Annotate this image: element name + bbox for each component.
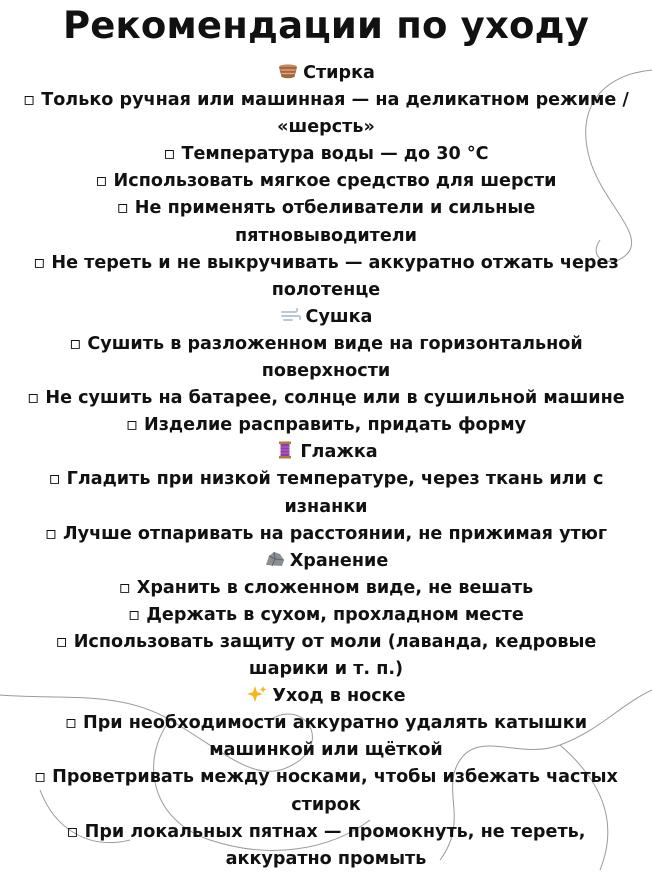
section-drying bbox=[2, 304, 650, 439]
care-line: ▫ Изделие расправить, придать форму bbox=[125, 415, 527, 436]
care-line: машинкой или щёткой bbox=[209, 740, 443, 761]
section-heading bbox=[274, 439, 377, 466]
care-line: ▫ При локальных пятнах — промокнуть, не тереть, bbox=[66, 821, 586, 842]
care-line: аккуратно промыть bbox=[225, 848, 427, 869]
section-heading bbox=[280, 304, 373, 331]
care-line: полотенце bbox=[271, 279, 381, 300]
care-line: ▫ При необходимости аккуратно удалять катышки bbox=[64, 713, 588, 734]
care-line: ▫ Сушить в разложенном виде на горизонтальной bbox=[69, 333, 583, 354]
care-line: шарики и т. п.) bbox=[248, 659, 404, 680]
section-title: Стирка bbox=[303, 63, 375, 83]
sparkles-icon bbox=[246, 685, 268, 703]
section-heading bbox=[246, 683, 405, 710]
page-title: Рекомендации по уходу bbox=[62, 4, 590, 47]
thread-icon bbox=[274, 441, 296, 459]
basket-icon bbox=[277, 62, 299, 80]
care-content bbox=[0, 50, 652, 873]
care-line: ▫ Держать в сухом, прохладном месте bbox=[128, 604, 524, 625]
section-title: Глажка bbox=[300, 442, 378, 463]
section-storage bbox=[2, 548, 650, 683]
care-line: ▫ Гладить при низкой температуре, через ткань или с bbox=[48, 469, 604, 490]
care-line: ▫ Лучше отпаривать на расстоянии, не прижимая утюг bbox=[44, 523, 608, 544]
rock-icon bbox=[264, 550, 286, 568]
section-ironing bbox=[2, 439, 650, 547]
section-heading bbox=[264, 548, 389, 575]
care-line: ▫ Использовать защиту от моли (лаванда, кедровые bbox=[55, 631, 597, 652]
section-heading bbox=[277, 60, 375, 87]
section-title: Хранение bbox=[289, 550, 389, 571]
section-title: Уход в носке bbox=[272, 686, 406, 707]
care-line: ▫ Температура воды — до 30 °C bbox=[163, 144, 489, 165]
care-line: ▫ Хранить в сложенном виде, не вешать bbox=[118, 577, 534, 598]
care-line: «шерсть» bbox=[277, 117, 375, 138]
care-line: стирок bbox=[291, 794, 361, 815]
section-wear-care bbox=[2, 683, 650, 873]
care-line: ▫ Только ручная или машинная — на деликатном режиме / bbox=[23, 90, 629, 111]
care-line: ▫ Не тереть и не выкручивать — аккуратно отжать через bbox=[33, 252, 619, 273]
care-line: ▫ Использовать мягкое средство для шерсти bbox=[95, 171, 557, 192]
care-line: изнанки bbox=[284, 496, 368, 517]
care-line: ▫ Не применять отбеливатели и сильные bbox=[116, 198, 536, 219]
section-title: Сушка bbox=[305, 306, 373, 327]
wind-icon bbox=[280, 306, 302, 324]
care-line: пятновыводители bbox=[234, 225, 418, 246]
care-line: поверхности bbox=[261, 361, 391, 382]
care-line: ▫ Проветривать между носками, чтобы избежать частых bbox=[34, 767, 618, 788]
section-washing bbox=[2, 60, 650, 304]
care-line: ▫ Не сушить на батарее, солнце или в сушильной машине bbox=[27, 388, 625, 409]
